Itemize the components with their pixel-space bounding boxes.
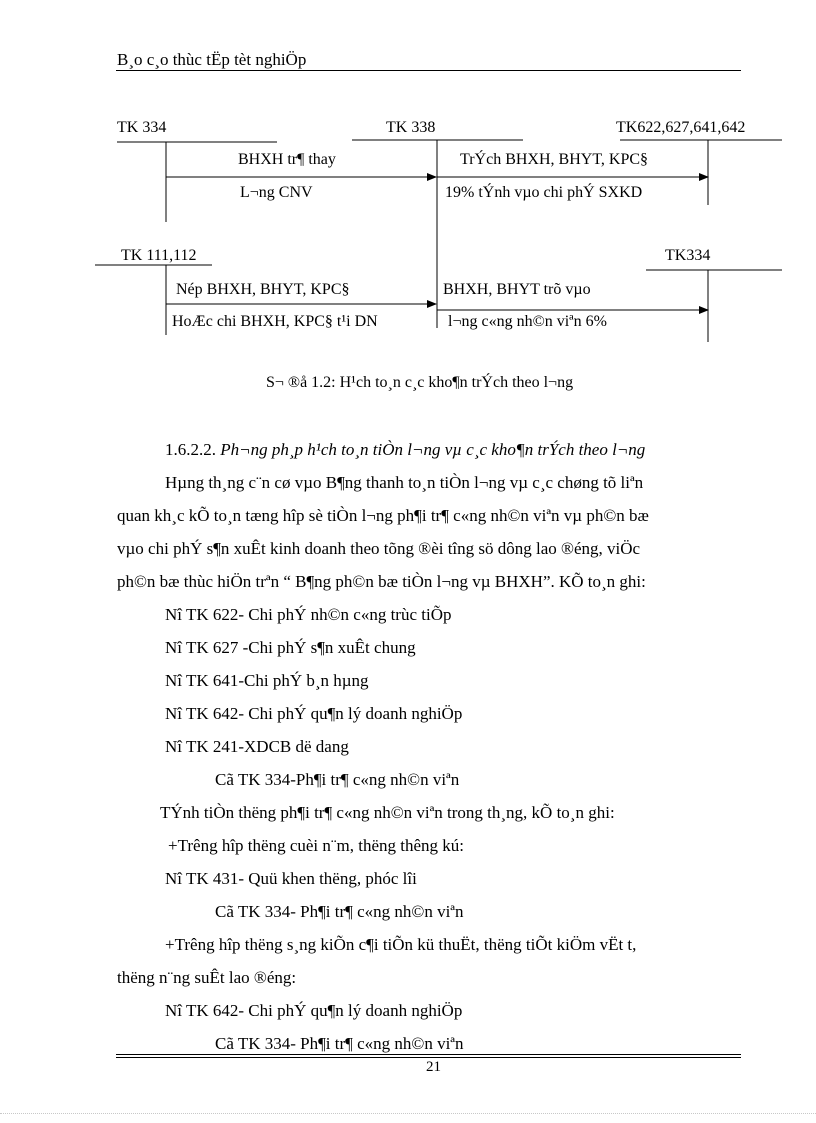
flow-4-label-line2: l¬ng c«ng nh©n viªn 6% — [448, 313, 607, 330]
entry-line: Nî TK 431- Quü khen thëng, phóc lîi — [165, 869, 417, 888]
flow-3-label-line1: Nép BHXH, BHYT, KPC§ — [176, 281, 350, 298]
paragraph-line: vµo chi phÝ s¶n xuÊt kinh doanh theo tõng ®èi tîng sö dông lao ®éng, viÖc — [117, 539, 641, 558]
entry-line: Cã TK 334-Ph¶i tr¶ c«ng nh©n viªn — [215, 770, 460, 789]
section-heading — [165, 440, 645, 460]
flow-1-label-line2: L¬ng CNV — [240, 184, 313, 201]
entry-line: Cã TK 334- Ph¶i tr¶ c«ng nh©n viªn — [215, 1034, 464, 1053]
entry-line: Nî TK 642- Chi phÝ qu¶n lý doanh nghiÖp — [165, 1001, 463, 1020]
page-edge-dotted-line — [0, 1113, 816, 1114]
entry-line: TÝnh tiÒn thëng ph¶i tr¶ c«ng nh©n viªn trong th¸ng, kÕ to¸n ghi: — [160, 803, 615, 822]
accounting-flow-diagram — [0, 0, 816, 400]
flow-4-label-line1: BHXH, BHYT trõ vµo — [443, 281, 591, 298]
entry-line: Cã TK 334- Ph¶i tr¶ c«ng nh©n viªn — [215, 902, 464, 921]
account-tk334-top: TK 334 — [117, 119, 167, 136]
entry-line: Nî TK 627 -Chi phÝ s¶n xuÊt chung — [165, 638, 416, 657]
footer-rule-bottom — [116, 1057, 741, 1058]
flow-1-label-line1: BHXH tr¶ thay — [238, 151, 336, 168]
entry-line: Nî TK 641-Chi phÝ b¸n hµng — [165, 671, 369, 690]
section-number: 1.6.2.2. — [165, 440, 216, 459]
account-tk338: TK 338 — [386, 119, 436, 136]
account-tk622-group: TK622,627,641,642 — [616, 119, 746, 136]
flow-2-label-line2: 19% tÝnh vµo chi phÝ SXKD — [445, 184, 643, 201]
paragraph-line: Hµng th¸ng c¨n cø vµo B¶ng thanh to¸n tiÒn l¬ng vµ c¸c chøng tõ liªn — [165, 473, 644, 492]
account-tk334-bottom: TK334 — [665, 247, 711, 264]
paragraph-line: quan kh¸c kÕ to¸n tæng hîp sè tiÒn l¬ng ph¶i tr¶ c«ng nh©n viªn vµ ph©n bæ — [117, 506, 649, 525]
diagram-caption: S¬ ®å 1.2: H¹ch to¸n c¸c kho¶n trÝch theo l¬ng — [266, 374, 574, 391]
flow-2-label-line1: TrÝch BHXH, BHYT, KPC§ — [460, 151, 649, 168]
entry-line: +Trêng hîp thëng s¸ng kiÕn c¶i tiÕn kü thuËt, thëng tiÕt kiÖm vËt t, — [165, 935, 637, 954]
entry-line: Nî TK 642- Chi phÝ qu¶n lý doanh nghiÖp — [165, 704, 463, 723]
flow-3-label-line2: HoÆc chi BHXH, KPC§ t¹i DN — [172, 313, 378, 330]
page-header-title: B¸o c¸o thùc tËp tèt nghiÖp — [117, 50, 307, 69]
entry-line: +Trêng hîp thëng cuèi n¨m, thëng thêng kú: — [168, 836, 465, 855]
entry-line: Nî TK 241-XDCB dë dang — [165, 737, 349, 756]
page-number: 21 — [426, 1059, 441, 1075]
entry-line: thëng n¨ng suÊt lao ®éng: — [117, 968, 297, 987]
section-title: Ph¬ng ph¸p h¹ch to¸n tiÒn l¬ng vµ c¸c kho¶n trÝch theo l¬ng — [220, 440, 646, 459]
entry-line: Nî TK 622- Chi phÝ nh©n c«ng trùc tiÕp — [165, 605, 452, 624]
paragraph-line: ph©n bæ thùc hiÖn trªn “ B¶ng ph©n bæ tiÒn l¬ng vµ BHXH”. KÕ to¸n ghi: — [117, 572, 646, 591]
footer-rule-top — [116, 1054, 741, 1055]
account-tk111-112: TK 111,112 — [121, 247, 197, 264]
